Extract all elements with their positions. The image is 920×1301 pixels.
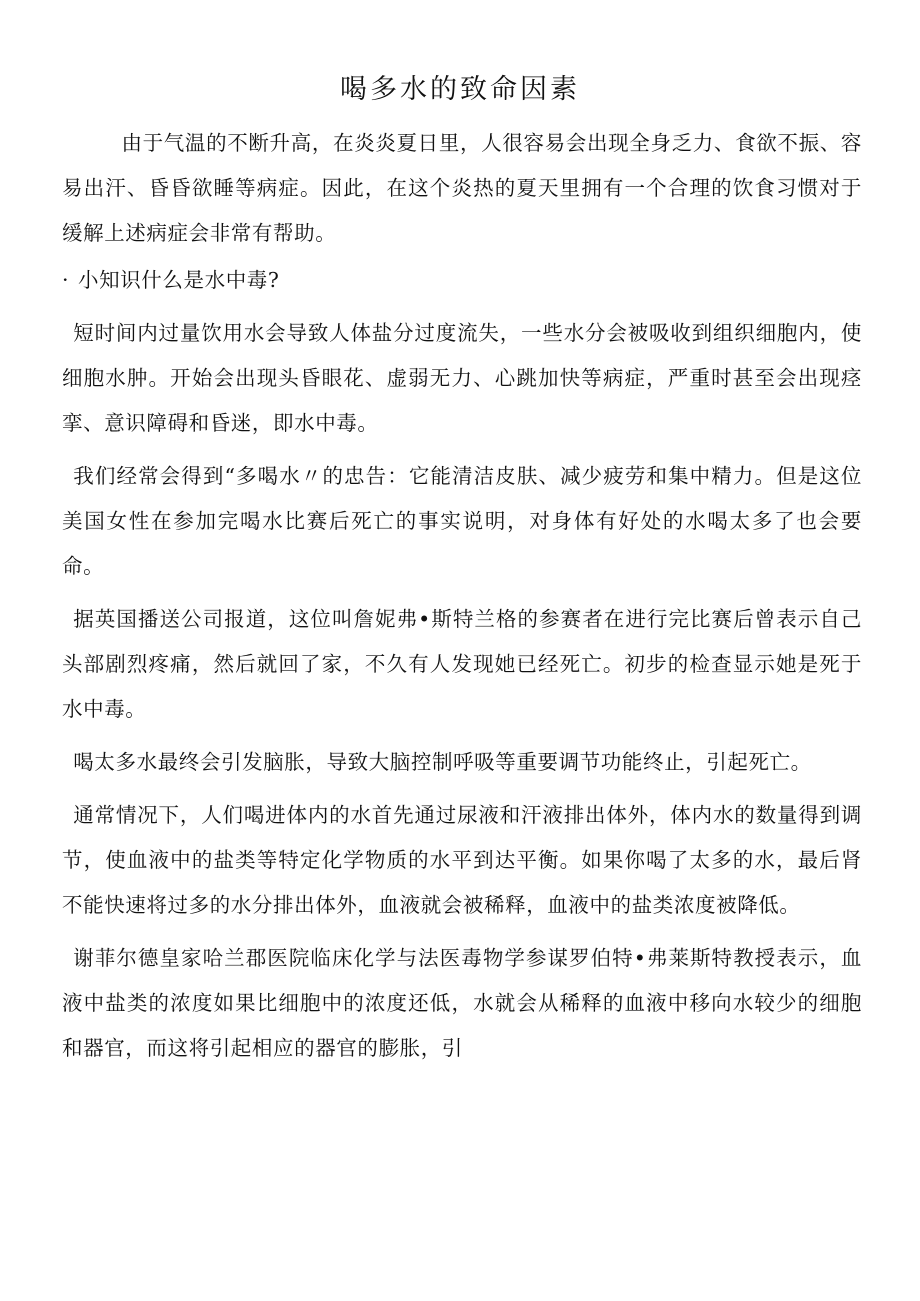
body-paragraph: 我们经常会得到“多喝水〃的忠告：它能清洁皮肤、减少疲劳和集中精力。但是这位美国女性在参加完喝水比赛后死亡的事实说明，对身体有好处的水喝太多了也会要命。 [62, 464, 862, 578]
body-paragraph: 短时间内过量饮用水会导致人体盐分过度流失，一些水分会被吸收到组织细胞内，使细胞水肿。开始会出现头昏眼花、虚弱无力、心跳加快等病症，严重时甚至会出现痉挛、意识障碍和昏迷，即水中毒。 [62, 321, 862, 435]
document-title: 喝多水的致命因素 [340, 74, 580, 105]
tip-heading: 小知识什么是水中毒? [78, 268, 280, 292]
body-paragraph: 通常情况下，人们喝进体内的水首先通过尿液和汗液排出体外，体内水的数量得到调节，使血液中的盐类等特定化学物质的水平到达平衡。如果你喝了太多的水，最后肾不能快速将过多的水分排出体外，血液就会被稀释，血液中的盐类浓度被降低。 [62, 803, 862, 917]
body-paragraph: 喝太多水最终会引发脑胀，导致大脑控制呼吸等重要调节功能终止，引起死亡。 [73, 750, 812, 774]
intro-paragraph: 由于气温的不断升高，在炎炎夏日里，人很容易会出现全身乏力、食欲不振、容易出汗、昏昏欲睡等病症。因此，在这个炎热的夏天里拥有一个合理的饮食习惯对于缓解上述病症会非常有帮助。 [62, 131, 862, 245]
bullet-marker: · [62, 268, 70, 292]
body-paragraph: 谢菲尔德皇家哈兰郡医院临床化学与法医毒物学参谋罗伯特•弗莱斯特教授表示，血液中盐类的浓度如果比细胞中的浓度还低，水就会从稀释的血液中移向水较少的细胞和器官，而这将引起相应的器官的膨胀，引 [62, 946, 862, 1060]
body-paragraph: 据英国播送公司报道，这位叫詹妮弗•斯特兰格的参赛者在进行完比赛后曾表示自己头部剧烈疼痛，然后就回了家，不久有人发现她已经死亡。初步的检查显示她是死于水中毒。 [62, 607, 862, 721]
tip-heading-line [62, 258, 862, 303]
document-body [62, 121, 862, 1071]
